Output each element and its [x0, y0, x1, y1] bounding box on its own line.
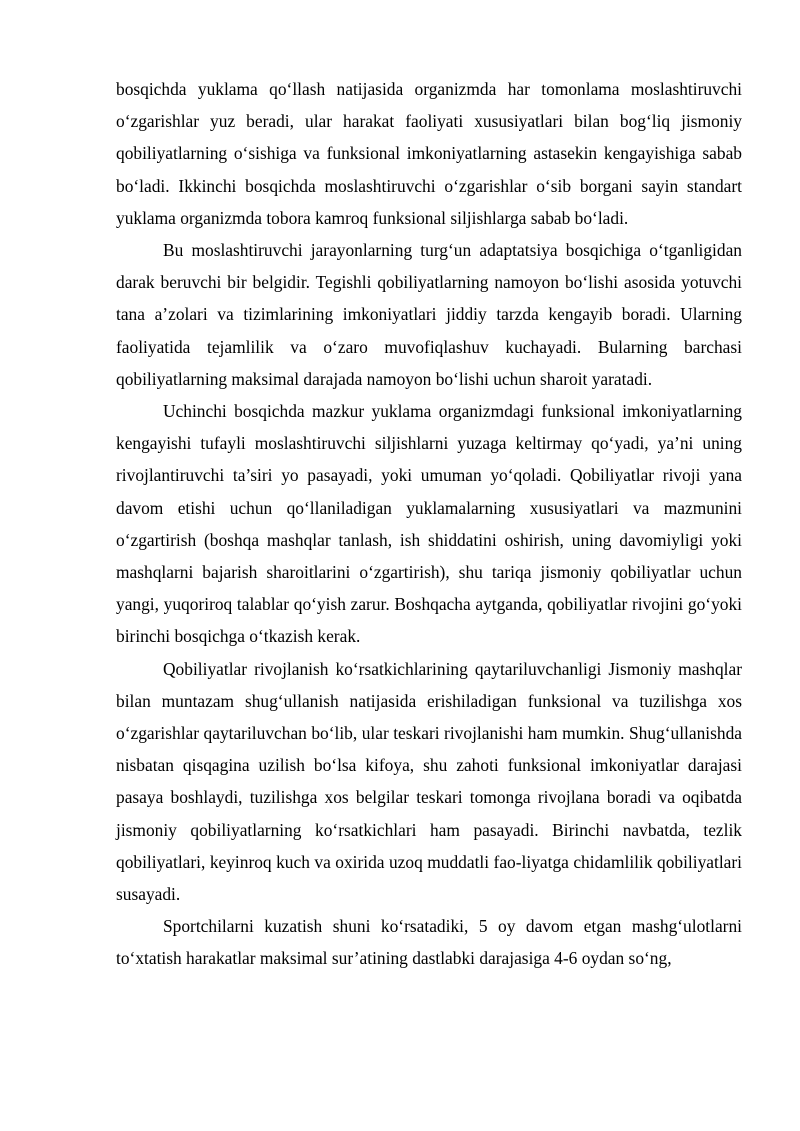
- paragraph-reversibility: Qobiliyatlar rivojlanish ko‘rsatkichlarining qaytariluvchanligi Jismoniy mashqlar bilan muntazam shug‘ullanish natijasida erishiladigan funksional va tuzilishga xos o‘zgarishlar qaytariluvchan bo‘lib, ular teskari rivojlanishi ham mumkin. Shug‘ullanishda nisbatan qisqagina uzilish bo‘lsa kifoya, shu zahoti funksional imkoniyatlar darajasi pasaya boshlaydi, tuzilishga xos belgilar teskari tomonga rivojlana boradi va oqibatda jismoniy qobiliyatlarning ko‘rsatkichlari ham pasayadi. Birinchi navbatda, tezlik qobiliyatlari, keyinroq kuch va oxirida uzoq muddatli fao-liyatga chidamlilik qobiliyatlari susayadi.: [116, 658, 742, 905]
- paragraph-continuation: bosqichda yuklama qo‘llash natijasida organizmda har tomonlama moslashtiruvchi o‘zgarishlar yuz beradi, ular harakat faoliyati xususiyatlari bilan bog‘liq jismoniy qobiliyatlarning o‘sishiga va funksional imkoniyatlarning astasekin kengayishiga sabab bo‘ladi. Ikkinchi bosqichda moslashtiruvchi o‘zgarishlar o‘sib borgani sayin standart yuklama organizmda tobora kamroq funksional siljishlarga sabab bo‘ladi.: [116, 79, 742, 228]
- paragraph-athlete-observation: Sportchilarni kuzatish shuni ko‘rsatadiki, 5 oy davom etgan mashg‘ulotlarni to‘xtatish harakatlar maksimal sur’atining dastlabki darajasiga 4-6 oydan so‘ng,: [116, 916, 742, 969]
- paragraph-adaptation-stage: Bu moslashtiruvchi jarayonlarning turg‘un adaptatsiya bosqichiga o‘tganligidan darak beruvchi bir belgidir. Tegishli qobiliyatlarning namoyon bo‘lishi asosida yotuvchi tana a’zolari va tizimlarining imkoniyatlari jiddiy tarzda kengayib boradi. Ularning faoliyatida tejamlilik va o‘zaro muvofiqlashuv kuchayadi. Bularning barchasi qobiliyatlarning maksimal darajada namoyon bo‘lishi uchun sharoit yaratadi.: [116, 240, 742, 389]
- body-text: [116, 73, 742, 975]
- paragraph-third-stage: Uchinchi bosqichda mazkur yuklama organizmdagi funksional imkoniyatlarning kengayishi tufayli moslashtiruvchi siljishlarni yuzaga keltirmay qo‘yadi, ya’ni uning rivojlantiruvchi ta’siri yo pasayadi, yoki umuman yo‘qoladi. Qobiliyatlar rivoji yana davom etishi uchun qo‘llaniladigan yuklamalarning xususiyatlari va mazmunini o‘zgartirish (boshqa mashqlar tanlash, ish shiddatini oshirish, uning davomiyligi yoki mashqlarni bajarish sharoitlarini o‘zgartirish), shu tariqa jismoniy qobiliyatlar uchun yangi, yuqoriroq talablar qo‘yish zarur. Boshqacha aytganda, qobiliyatlar rivojini go‘yoki birinchi bosqichga o‘tkazish kerak.: [116, 401, 742, 647]
